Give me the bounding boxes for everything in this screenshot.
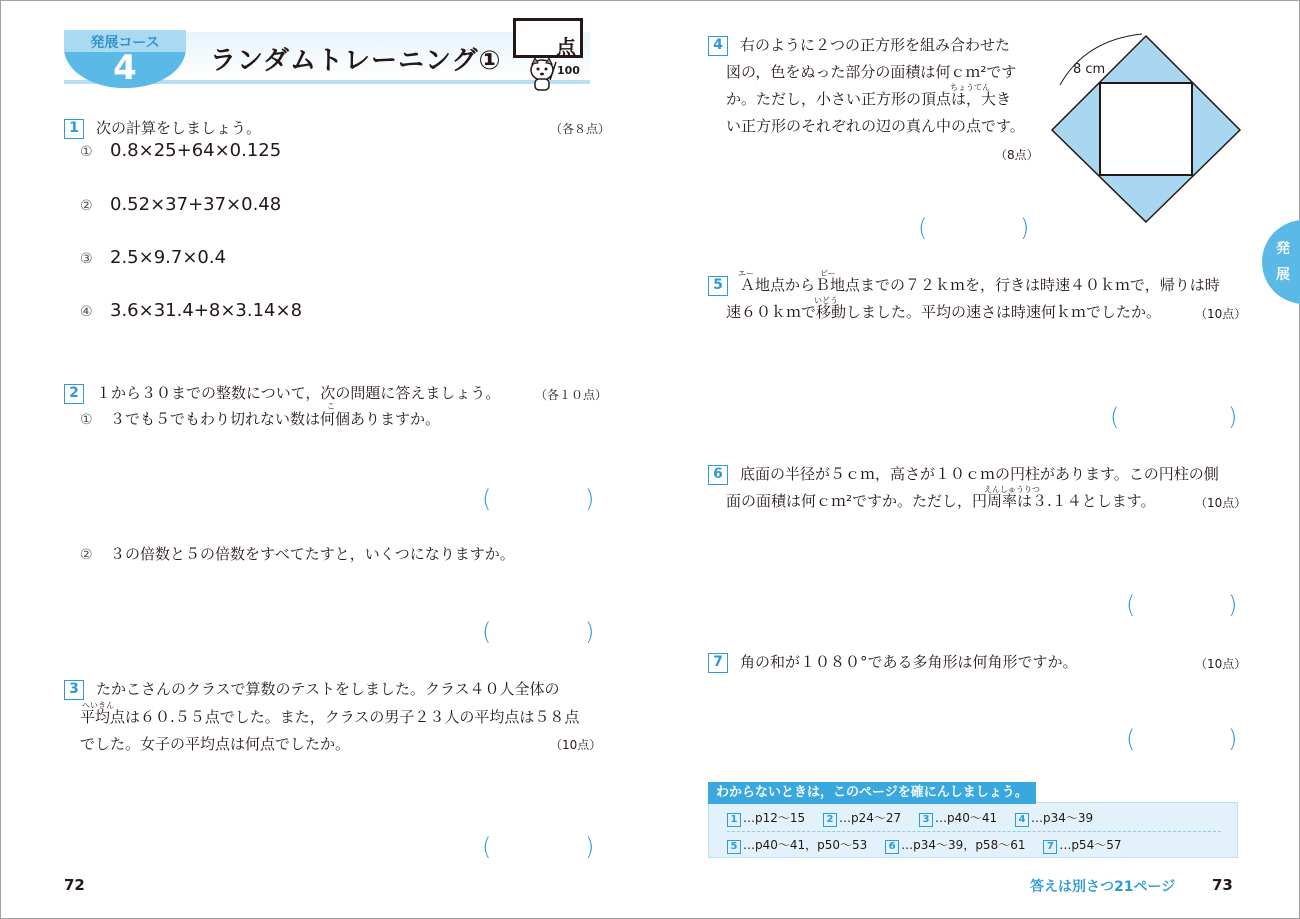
sub-question (80, 247, 226, 268)
hint-divider (727, 831, 1221, 832)
expression: 0.52×37+37×0.48 (110, 194, 282, 215)
answer-paren-close: ) (585, 833, 595, 861)
hint-question-number: 4 (1015, 813, 1029, 827)
hint-page-ref: …p40～41，p50～53 (743, 838, 868, 852)
ruby-text: へいきん (82, 701, 114, 710)
question-text: 図の，色をぬった部分の面積は何ｃｍ²です (726, 63, 1017, 81)
sub-question-label: ② (80, 547, 93, 563)
mascot-dog-icon (526, 56, 558, 92)
points-label: （10点） (550, 738, 602, 752)
sub-question-label: ① (80, 412, 93, 428)
expression: 2.5×9.7×0.4 (110, 247, 227, 268)
page-title: ランダムトレーニング① (210, 46, 502, 76)
question-number: 5 (708, 276, 728, 296)
points-label: （10点） (1195, 657, 1247, 671)
hint-question-number: 7 (1043, 840, 1057, 854)
score-unit: 点 (556, 35, 576, 59)
hint-question-number: 3 (919, 813, 933, 827)
question-number: 2 (64, 384, 84, 404)
score-total: 100 (557, 64, 580, 77)
answer-paren-open: ( (482, 833, 492, 861)
question-text: でした。女子の平均点は何点でしたか。 (80, 735, 351, 753)
sub-question (80, 543, 515, 564)
hint-row (727, 836, 1135, 854)
question-text: １から３０までの整数について，次の問題に答えましょう。 (96, 384, 501, 402)
hint-question-number: 2 (823, 813, 837, 827)
question-number: 4 (708, 36, 728, 56)
points-label: （10点） (1195, 307, 1247, 321)
question-number: 3 (64, 680, 84, 700)
ruby-text: えんしゅうりつ (984, 485, 1040, 494)
side-tab-char: 発 (1276, 241, 1290, 257)
points-label: （各１０点） (535, 388, 608, 402)
right-page (650, 0, 1300, 919)
sub-question-text: ３の倍数と５の倍数をすべてたすと，いくつになりますか。 (110, 545, 515, 563)
answer-paren-close: ) (1228, 591, 1238, 619)
sub-question-label: ④ (80, 304, 93, 320)
hint-row (727, 809, 1107, 827)
question-text: たかこさんのクラスで算数のテストをしました。クラス４０人全体の (96, 680, 560, 698)
question-text: 底面の半径が５ｃｍ，高さが１０ｃｍの円柱があります。この円柱の側 (740, 465, 1219, 483)
sub-question (80, 408, 440, 429)
question-text: 速６０ｋｍで移動しました。平均の速さは時速何ｋｍでしたか。 (726, 303, 1162, 321)
sub-question-label: ② (80, 198, 93, 214)
hint-page-ref: …p54～57 (1059, 838, 1122, 852)
sub-question-label: ① (80, 144, 93, 160)
hint-page-ref: …p24～27 (839, 811, 902, 825)
page-number: 73 (1212, 876, 1233, 894)
hint-question-number: 6 (885, 840, 899, 854)
answer-paren-open: ( (1110, 403, 1120, 431)
sub-question (80, 140, 281, 161)
side-tab-char: 展 (1276, 267, 1290, 283)
question-5 (708, 272, 1220, 299)
question-text: 次の計算をしましょう。 (96, 119, 262, 137)
question-6 (708, 461, 1219, 488)
question-text: Ａ地点からＢ地点までの７２ｋｍを，行きは時速４０ｋｍで，帰りは時 (740, 276, 1220, 294)
expression: 0.8×25+64×0.125 (110, 140, 282, 161)
question-2 (64, 380, 500, 407)
hint-page-ref: …p34～39，p58～61 (901, 838, 1026, 852)
expression: 3.6×31.4+8×3.14×8 (110, 300, 303, 321)
answer-note: 答えは別さつ21ページ (1030, 879, 1176, 895)
question-number: 1 (64, 119, 84, 139)
answer-paren-open: ( (1126, 591, 1136, 619)
answer-paren-open: ( (482, 485, 492, 513)
hint-body (708, 802, 1238, 858)
course-number: 4 (113, 48, 137, 88)
hint-page-ref: …p34～39 (1031, 811, 1094, 825)
question-text: 面の面積は何ｃｍ²ですか。ただし，円周率は３.１４とします。 (726, 492, 1156, 510)
points-label: （10点） (1195, 496, 1247, 510)
answer-paren-open: ( (1126, 725, 1136, 753)
answer-paren-close: ) (1020, 214, 1030, 242)
ruby-text: ちょうてん (950, 83, 990, 92)
ruby-text: いどう (814, 296, 838, 305)
hint-page-ref: …p40～41 (935, 811, 998, 825)
sub-question-label: ③ (80, 251, 93, 267)
question-number: 6 (708, 465, 728, 485)
question-text: 平均点は６０.５５点でした。また，クラスの男子２３人の平均点は５８点 (80, 708, 580, 726)
hint-title: わからないときは，このページを確にんしましょう。 (708, 782, 1036, 804)
course-header (64, 30, 590, 88)
question-7 (708, 649, 1078, 676)
hint-question-number: 1 (727, 813, 741, 827)
sub-question (80, 194, 281, 215)
answer-paren-close: ) (1228, 725, 1238, 753)
course-badge (64, 30, 186, 88)
squares-figure (1050, 30, 1242, 226)
question-text: い正方形のそれぞれの辺の真ん中の点です。 (726, 117, 1025, 135)
score-sign (513, 18, 583, 58)
hint-question-number: 5 (727, 840, 741, 854)
question-text: 角の和が１０８０°である多角形は何角形ですか。 (740, 653, 1078, 671)
points-label: （8点） (995, 148, 1039, 162)
sub-question-text: ３でも５でもわり切れない数は何個ありますか。 (110, 410, 441, 428)
figure-label: 8 cm (1073, 62, 1106, 77)
ruby-text: こ (327, 402, 335, 411)
ruby-text: ビー (820, 269, 836, 278)
answer-paren-open: ( (918, 214, 928, 242)
question-text: か。ただし，小さい正方形の頂点は，大き (726, 90, 1012, 108)
answer-paren-close: ) (585, 485, 595, 513)
sub-question (80, 300, 302, 321)
answer-paren-open: ( (482, 618, 492, 646)
ruby-text: エー (738, 269, 754, 278)
answer-paren-close: ) (1228, 403, 1238, 431)
points-label: （各８点） (550, 122, 611, 136)
question-text: 右のように２つの正方形を組み合わせた (740, 36, 1011, 54)
hint-page-ref: …p12～15 (743, 811, 806, 825)
question-4 (708, 32, 1010, 59)
question-3 (64, 676, 560, 703)
hint-box (708, 782, 1238, 858)
course-label: 発展コース (90, 35, 160, 51)
page-number: 72 (64, 876, 85, 894)
question-1 (64, 115, 261, 142)
answer-paren-close: ) (585, 618, 595, 646)
question-number: 7 (708, 653, 728, 673)
